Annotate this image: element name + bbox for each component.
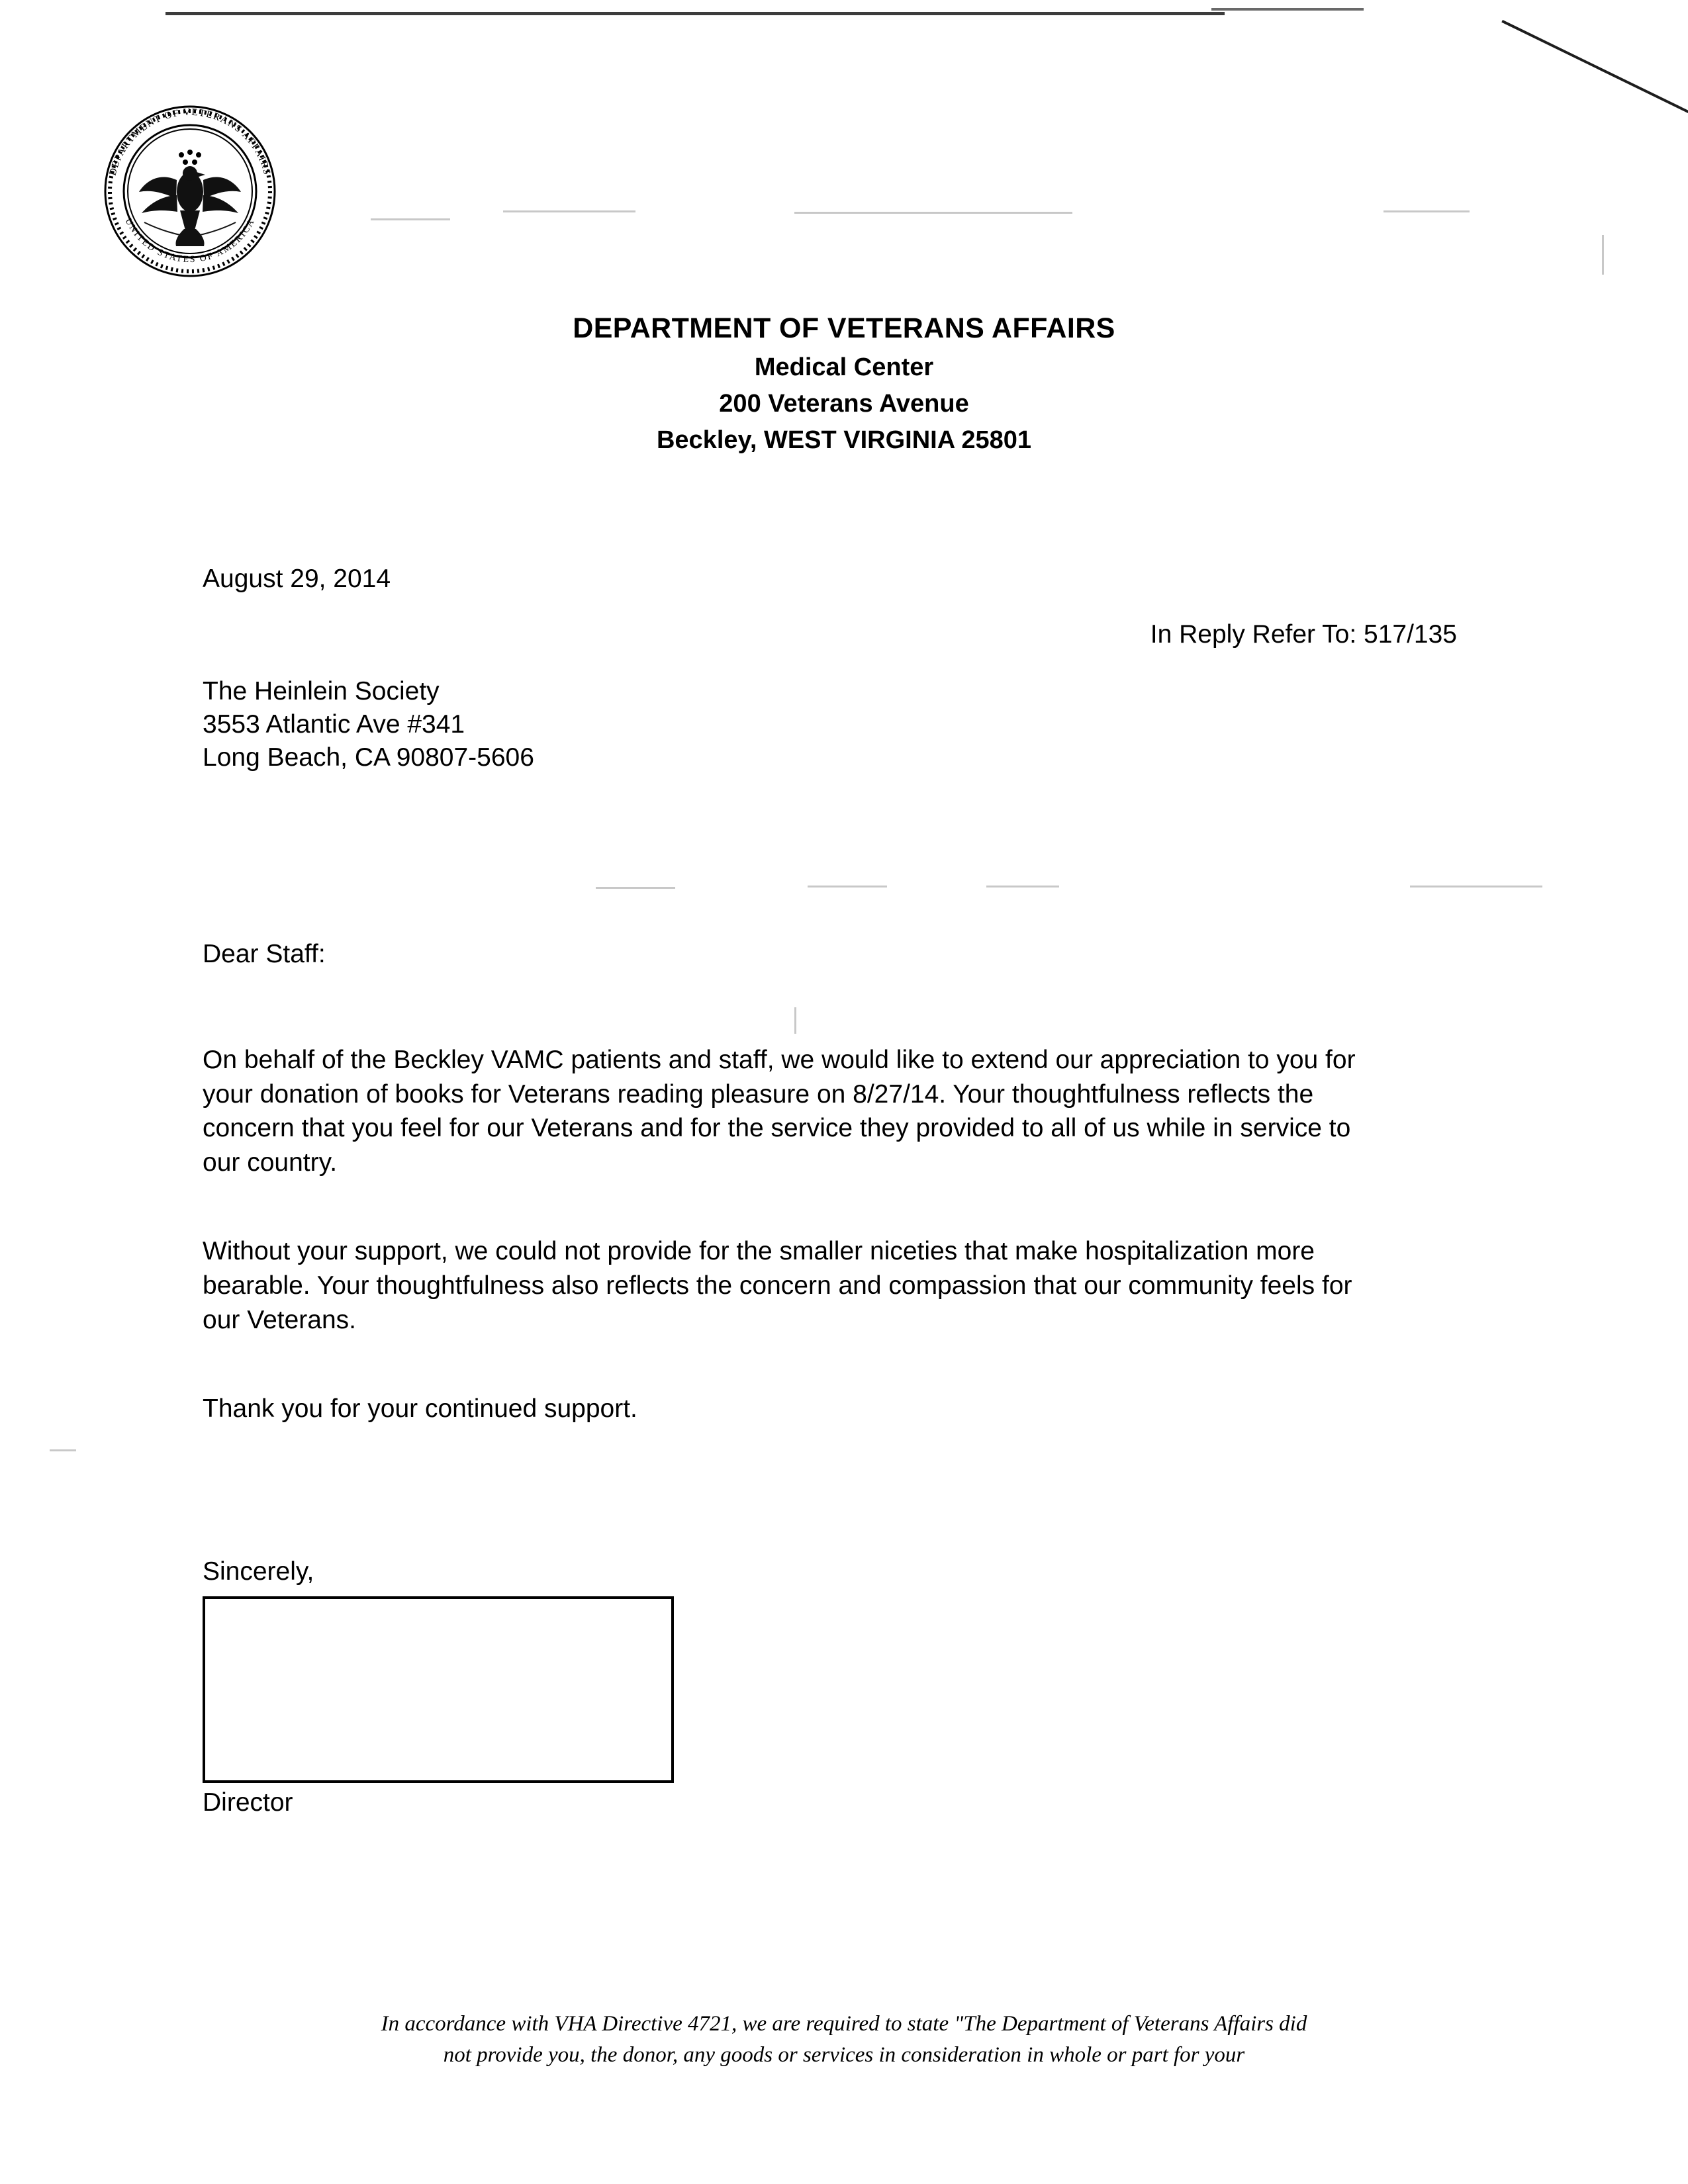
letterhead-city-state-zip: Beckley, WEST VIRGINIA 25801 <box>656 426 1031 454</box>
letter-body <box>203 566 1474 1815</box>
scan-speck <box>1383 210 1470 212</box>
body-paragraph-2: Without your support, we could not provide for the smaller niceties that make hospitalization more bearable. Your thoughtfulness also reflects the concern and compassion that our community feels for our Veterans. <box>203 1237 1352 1334</box>
letterhead-facility: Medical Center <box>754 353 934 381</box>
recipient-city-state-zip: Long Beach, CA 90807-5606 <box>203 743 534 772</box>
va-seal-logo <box>98 99 282 283</box>
recipient-address-block <box>203 675 1474 774</box>
recipient-name: The Heinlein Society <box>203 677 440 705</box>
svg-text:DEPARTMENT OF VETERANS AFFAIRS: DEPARTMENT OF VETERANS AFFAIRS <box>107 107 273 177</box>
letterhead-street: 200 Veterans Avenue <box>719 390 969 418</box>
scan-edge-artifact-top <box>165 12 1225 15</box>
footer-disclaimer <box>0 2009 1688 2071</box>
body-paragraph-1: On behalf of the Beckley VAMC patients and staff, we would like to extend our appreciation to you for your donation of books for Veterans reading pleasure on 8/27/14. Your thoughtfulness reflects the concern that you feel for our Veterans and for the service they provided to all of us while in service to our country. <box>203 1045 1356 1177</box>
footer-line-2: not provide you, the donor, any goods or services in consideration in whole or part for your <box>443 2042 1245 2067</box>
footer-line-1: In accordance with VHA Directive 4721, we are required to state "The Department of Veterans Affairs did <box>381 2012 1307 2036</box>
letterhead-agency: DEPARTMENT OF VETERANS AFFAIRS <box>573 312 1115 344</box>
signature-title: Director <box>203 1788 293 1817</box>
scan-speck <box>371 218 450 220</box>
letter-date: August 29, 2014 <box>203 565 391 593</box>
body-paragraph-3: Thank you for your continued support. <box>203 1394 637 1423</box>
svg-text:UNITED STATES OF AMERICA: UNITED STATES OF AMERICA <box>122 216 258 265</box>
scan-speck <box>50 1449 76 1451</box>
salutation: Dear Staff: <box>203 939 326 968</box>
closing: Sincerely, <box>203 1557 314 1586</box>
scan-edge-artifact-top-right <box>1211 8 1364 11</box>
letterhead <box>0 312 1688 463</box>
signature-box <box>203 1596 674 1783</box>
scan-speck <box>794 212 1072 214</box>
scan-speck <box>1602 235 1604 275</box>
scan-speck <box>503 210 635 212</box>
recipient-street: 3553 Atlantic Ave #341 <box>203 709 465 739</box>
scan-corner-fold-artifact <box>1489 20 1688 139</box>
reply-reference: In Reply Refer To: 517/135 <box>1150 620 1457 649</box>
